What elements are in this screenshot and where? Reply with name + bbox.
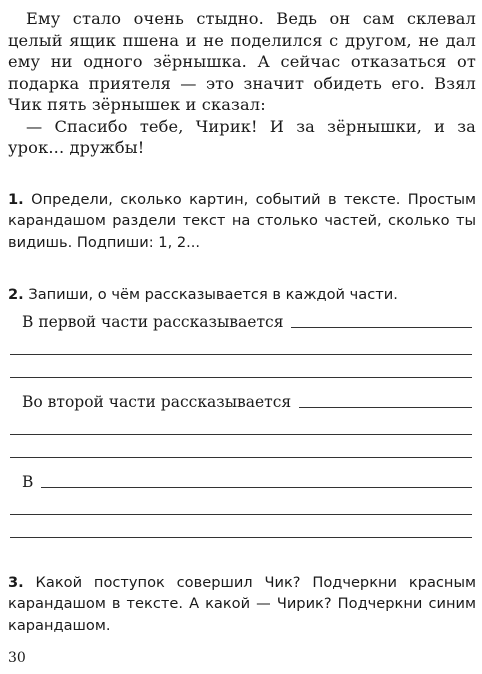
answer-line-2c[interactable]: [10, 435, 472, 458]
answer-line-2a[interactable]: [299, 407, 472, 408]
task-3: [8, 572, 476, 637]
task-1-text: Определи, сколько картин, событий в тексте. Простым карандашом раздели текст на столько частей, сколько ты видишь. Подпиши: 1, 2...: [8, 190, 476, 251]
page-number: 30: [8, 650, 26, 666]
answer-prompt-2-text: Во второй части рассказывается: [22, 392, 292, 411]
task-3-number: 3.: [8, 573, 24, 591]
answer-prompt-3-text: В: [22, 472, 34, 491]
task-3-text: Какой поступок совершил Чик? Подчеркни красным карандашом в тексте. А какой — Чирик? Подчеркни синим карандашом.: [8, 573, 476, 634]
answer-line-3a[interactable]: [41, 487, 472, 488]
task-1-number: 1.: [8, 190, 24, 208]
story-text: [8, 8, 476, 159]
task-1: [8, 189, 476, 254]
answer-area: [8, 308, 476, 538]
task-2: [8, 284, 476, 306]
task-2-number: 2.: [8, 286, 24, 303]
answer-line-2b[interactable]: [10, 412, 472, 435]
story-paragraph-2: — Спасибо тебе, Чирик! И за зёрнышки, и за урок... дружбы!: [8, 116, 476, 157]
answer-prompt-part-2: [22, 388, 472, 412]
answer-prompt-1-text: В первой части рассказывается: [22, 312, 284, 331]
answer-line-3b[interactable]: [10, 492, 472, 515]
task-2-text: Запиши, о чём рассказывается в каждой части.: [28, 286, 398, 303]
story-paragraph-1: Ему стало очень стыдно. Ведь он сам склевал целый ящик пшена и не поделился с другом, не дал ему ни одного зёрнышка. А сейчас отказаться от подарка приятеля — это значит обидеть его. Взял Чик пять зёрнышек и сказал:: [8, 9, 476, 114]
answer-line-1b[interactable]: [10, 332, 472, 355]
answer-prompt-part-1: [22, 308, 472, 332]
answer-line-1c[interactable]: [10, 355, 472, 378]
answer-prompt-part-3: [22, 468, 472, 492]
answer-line-3c[interactable]: [10, 515, 472, 538]
answer-line-1a[interactable]: [291, 327, 472, 328]
